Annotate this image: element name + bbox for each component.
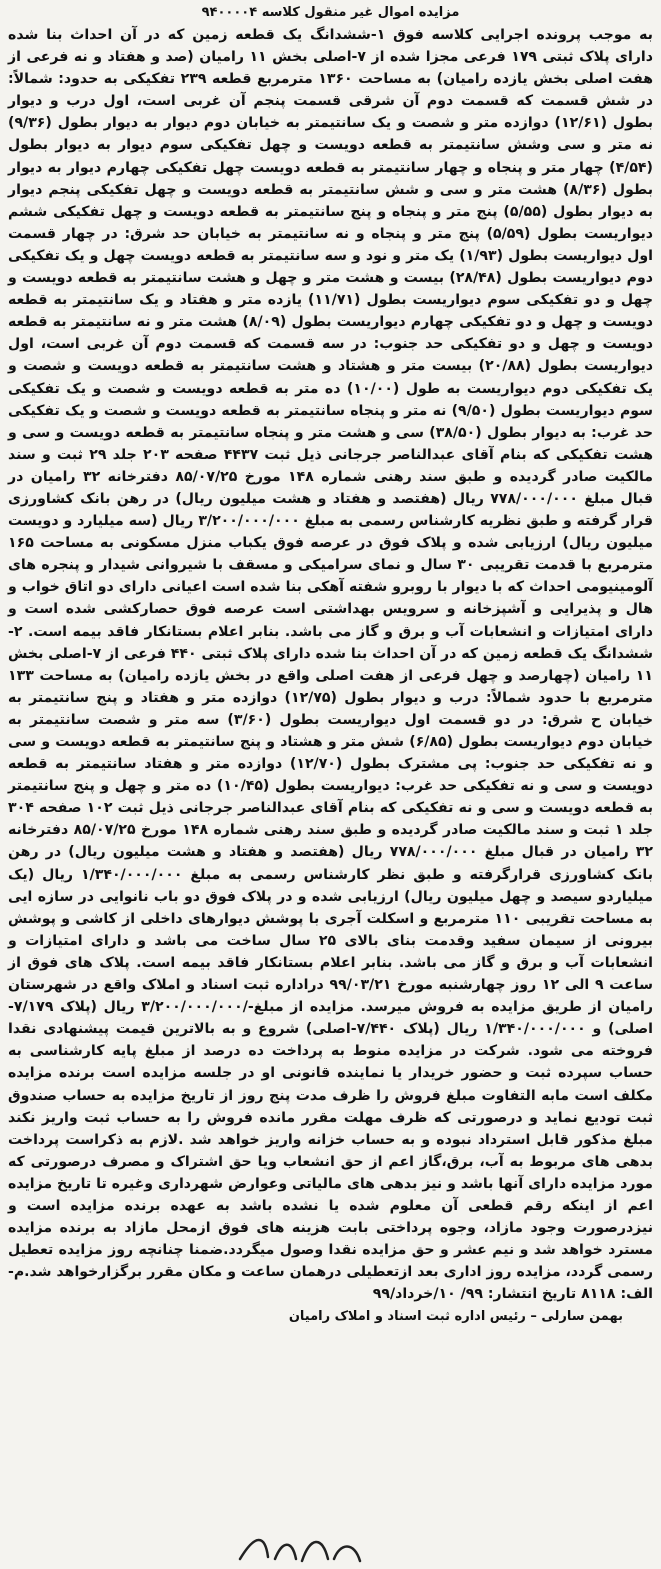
handwritten-mark-icon (230, 1529, 370, 1569)
notice-body: به موجب پرونده اجرایی کلاسه فوق ۱-ششدانگ یک قطعه زمین که در آن احداث بنا شده دارای پلاک ثبتی ۱۷۹ فرعی مجزا شده از ۷-اصلی بخش ۱۱ رامیان (صد و هفتاد و نه فرعی از هفت اصلی بخش یازده رامیان) به مساحت ۱۳۶۰ مترمربع قطعه ۲۳۹ تفکیکی به حدود: شمالاً: در شش قسمت که قسمت دوم آن شرقی قسمت پنجم آن غربی است، اول درب و دیوار بطول (۱۲/۶۱) دوازده متر و شصت و یک سانتیمتر به خیابان دوم دیوار به دیوار بطول (۹/۳۶) نه متر و سی وشش سانتیمتر به قطعه دویست و چهل تفکیکی سوم دیوار به دیوار بطول (۴/۵۴) چهار متر و پنجاه و چهار سانتیمتر به قطعه دویست چهل تفکیکی چهارم دیوار به دیوار بطول (۸/۳۶) هشت متر و سی و شش سانتیمتر به قطعه دویست و چهل تفکیکی پنجم دیوار به دیوار بطول (۵/۵۵) پنج متر و پنجاه و پنج سانتیمتر به قطعه دویست و چهل تفکیکی ششم دیواریست بطول (۵/۵۹) پنج متر و پنجاه و نه سانتیمتر به خیابان حد شرق: در چهار قسمت اول دیواریست بطول (۱/۹۳) یک متر و نود و سه سانتیمتر به قطعه دویست چهل و یک تفکیکی دوم دیواریست بطول (۲۸/۴۸) بیست و هشت متر و چهل و هشت سانتیمتر به قطعه دویست و چهل و دو تفکیکی سوم دیواریست بطول (۱۱/۷۱) یازده متر و هفتاد و یک سانتیمتر به قطعه دویست و چهل و دو تفکیکی چهارم دیواریست بطول (۸/۰۹) هشت متر و نه سانتیمتر به قطعه دویست و چهل و دو تفکیکی حد جنوب: در سه قسمت که قسمت دوم آن غربی است، اول دیواریست بطول (۲۰/۸۸) بیست متر و هشتاد و هشت سانتیمتر به قطعه دویست و شصت و یک تفکیکی دوم دیواریست به طول (۱۰/۰۰) ده متر به قطعه دویست و شصت و یک تفکیکی سوم دیواریست بطول (۹/۵۰) نه متر و پنجاه سانتیمتر به قطعه دویست و شصت و یک تفکیکی حد غرب: به دیوار بطول (۳۸/۵۰) سی و هشت متر و پنجاه سانتیمتر به قطعه دویست و سی و هشت تفکیکی که بنام آقای عبدالناصر جرجانی ذیل ثبت ۴۴۳۷ صفحه ۲۰۳ جلد ۲۹ ثبت و سند مالکیت صادر گردیده و طبق سند رهنی شماره ۱۴۸ مورخ ۸۵/۰۷/۲۵ دفترخانه ۳۲ رامیان در قبال مبلغ ۷۷۸/۰۰۰/۰۰۰ ریال (هفتصد و هفتاد و هشت میلیون ریال) در رهن بانک کشاورزی قرار گرفته و طبق نظریه کارشناس رسمی به مبلغ ۳/۲۰۰/۰۰۰/۰۰۰ ریال (سه میلیارد و دویست میلیون ریال) ارزیابی شده و پلاک فوق در عرصه فوق یکباب منزل مسکونی به مساحت ۱۶۵ مترمربع با قدمت تقریبی ۳۰ سال و نمای سرامیکی و مسقف با شیروانی شیدار و پنجره های آلومینیومی احداث که با دیوار با روبرو شفته آهکی بنا شده است اعیانی دارای دو اتاق خواب و هال و پذیرایی و آشپزخانه و سرویس بهداشتی است عرصه فوق حصارکشی شده است و دارای امتیازات و انشعابات آب و برق و گاز می باشد. بنابر اعلام بستانکار فاقد بیمه است. ۲-ششدانگ یک قطعه زمین که در آن احداث بنا شده دارای پلاک ثبتی ۴۴۰ فرعی از ۷-اصلی بخش ۱۱ رامیان (چهارصد و چهل فرعی از هفت اصلی واقع در بخش یازده رامیان) به مساحت ۱۳۳ مترمربع با حدود شمالاً: درب و دیوار بطول (۱۲/۷۵) دوازده متر و هفتاد و پنج سانتیمتر به خیابان ح شرق: در دو قسمت اول دیواریست بطول (۳/۶۰) سه متر و شصت سانتیمتر به خیابان دوم دیواریست بطول (۶/۸۵) شش متر و هشتاد و پنج سانتیمتر به قطعه دویست و سی و نه تفکیکی حد جنوب: پی مشترک بطول (۱۲/۷۰) دوازده متر و هفتاد سانتیمتر به قطعه دویست و سی و نه تفکیکی حد غرب: دیواریست بطول (۱۰/۴۵) ده متر و چهل و پنج سانتیمتر به قطعه دویست و سی و نه تفکیکی که بنام آقای عبدالناصر جرجانی ذیل ثبت ۱۰۲ صفحه ۳۰۴ جلد ۱ ثبت و سند مالکیت صادر گردیده و طبق سند رهنی شماره ۱۴۸ مورخ ۸۵/۰۷/۲۵ دفترخانه ۳۲ رامیان در قبال مبلغ ۷۷۸/۰۰۰/۰۰۰ ریال (هفتصد و هفتاد و هشت میلیون ریال) در رهن بانک کشاورزی قرارگرفته و طبق نظر کارشناس رسمی به مبلغ ۱/۳۴۰/۰۰۰/۰۰۰ ریال (یک میلیاردو سیصد و چهل میلیون ریال) ارزیابی شده و در پلاک فوق دو باب نانوایی در سازه ایی به مساحت تقریبی ۱۱۰ مترمربع و اسکلت آجری با پوشش دیوارهای داخلی از کاشی و پوشش بیرونی از سیمان سفید وقدمت بنای بالای ۲۵ سال ساخت می باشد و دارای امتیازات و انشعابات آب و برق و گاز می باشد. بنابر اعلام بستانکار فاقد بیمه است. پلاک های فوق از ساعت ۹ الی ۱۲ روز چهارشنبه مورخ ۹۹/۰۳/۲۱ دراداره ثبت اسناد و املاک واقع در شهرستان رامیان از طریق مزایده به فروش میرسد. مزایده از مبلغ-/۳/۲۰۰/۰۰۰/۰۰۰ ریال (پلاک ۷/۱۷۹-اصلی) و ۱/۳۴۰/۰۰۰/۰۰۰ ریال (پلاک ۷/۴۴۰-اصلی) شروع و به بالاترین قیمت پیشنهادی نقدا فروخته می شود. شرکت در مزایده منوط به پرداخت ده درصد از مبلغ پایه کارشناسی به حساب سپرده ثبت و حضور خریدار یا نماینده قانونی او در جلسه مزایده است برنده مزایده مکلف است مابه التفاوت مبلغ فروش را ظرف مدت پنج روز از تاریخ مزایده به حساب صندوق ثبت تودیع نماید و درصورتی که ظرف مهلت مقرر مانده فروش را به حساب ثبت واریز نکند مبلغ مذکور قابل استرداد نبوده و به حساب خزانه واریز خواهد شد .لازم به ذکراست پرداخت بدهی های مربوط به آب، برق،گاز اعم از حق انشعاب ویا حق اشتراک و مصرف درصورتی که مورد مزایده دارای آنها باشد و نیز بدهی های مالیاتی وعوارض شهرداری وغیره تا تاریخ مزایده اعم از اینکه رقم قطعی آن معلوم شده یا نشده باشد به عهده برنده مزایده است و نیزدرصورت وجود مازاد، وجوه پرداختی بابت هزینه های فوق ازمحل مازاد به برنده مزایده مسترد خواهد شد و نیم عشر و حق مزایده نقدا وصول میگردد.ضمنا چنانچه روز مزایده تعطیل رسمی گردد، مزایده روز اداری بعد ازتعطیلی درهمان ساعت و مکان مقرر برگزارخواهد شد.م-الف: ۸۱۱۸ تاریخ انتشار: ۹۹/ ۱۰/خرداد/۹۹ (8, 27, 654, 1303)
notice-signature: بهمن سارلی – رئیس اداره ثبت اسناد و املاک رامیان (288, 1309, 623, 1325)
notice-title: مزایده اموال غیر منقول کلاسه ۹۴۰۰۰۰۴ (201, 5, 460, 20)
